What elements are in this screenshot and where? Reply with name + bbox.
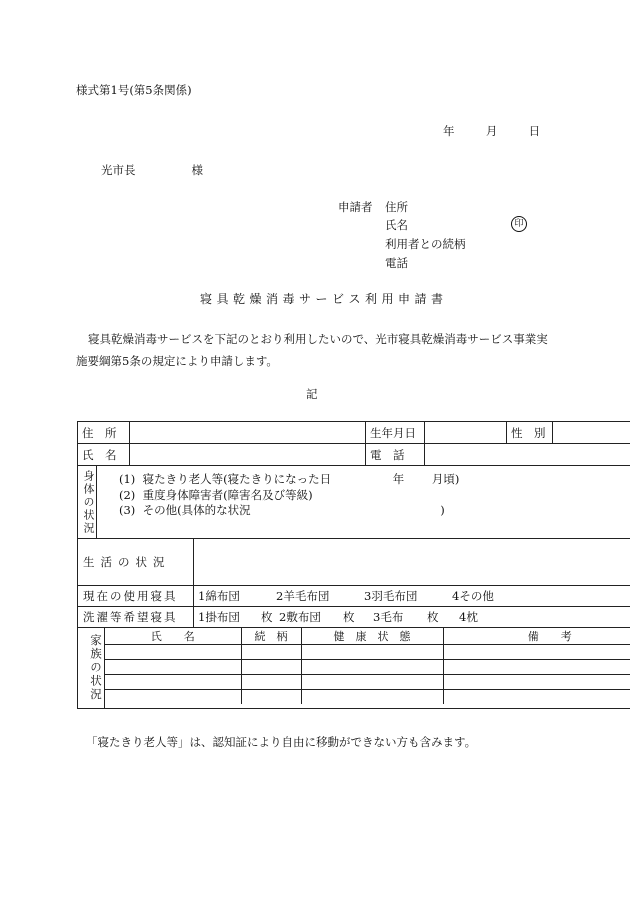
ki-mark: 記 [306, 387, 318, 401]
family-row-entry [105, 660, 630, 675]
phone-label: 電 話 [366, 444, 425, 466]
addressee-honorific: 様 [191, 163, 203, 177]
sex-label: 性 別 [507, 422, 553, 444]
wash-option[interactable]: 4枕 [459, 610, 478, 624]
bedding-option[interactable]: 4その他 [452, 589, 494, 603]
family-header-relation: 続 柄 [241, 628, 301, 645]
addressee-name: 光市長 [101, 163, 136, 177]
phone-field[interactable] [425, 444, 630, 466]
application-table [77, 421, 630, 709]
address-field[interactable] [130, 422, 366, 444]
condition-list [97, 466, 459, 538]
wash-label: 洗濯等希望寝具 [78, 607, 194, 627]
bedding-option[interactable]: 2羊毛布団 [276, 589, 330, 603]
condition-item-1[interactable]: (1) 寝たきり老人等(寝たきりになった日 年 月頃) [119, 472, 460, 486]
family-label: 家族の状況 [78, 628, 105, 708]
wash-option[interactable]: 2敷布団 [279, 610, 321, 624]
living-label: 生活の状況 [78, 539, 194, 585]
date-month: 月 [485, 124, 498, 138]
family-row-entry [105, 645, 630, 660]
wash-option[interactable]: 3毛布 [373, 610, 404, 624]
family-row-entry [105, 675, 630, 690]
bedding-option[interactable]: 1綿布団 [198, 589, 240, 603]
family-header-notes: 備 考 [443, 628, 630, 645]
seal-mark: 印 [511, 216, 527, 232]
addressee [101, 162, 203, 178]
footnote: 「寝たきり老人等」は、認知証により自由に移動ができない方も含みます。 [86, 735, 477, 749]
dob-field[interactable] [425, 422, 507, 444]
dob-label: 生年月日 [366, 422, 425, 444]
applicant-relation: 利用者との続柄 [385, 237, 466, 251]
family-table [105, 628, 630, 704]
sex-field[interactable] [553, 422, 630, 444]
family-header-name: 氏 名 [105, 628, 241, 645]
date-line [443, 123, 540, 139]
document-title: 寝具乾燥消毒サービス利用申請書 [200, 292, 448, 306]
form-number: 様式第1号(第5条関係) [76, 83, 192, 97]
condition-row [78, 466, 630, 539]
applicant-name: 氏名 [385, 218, 408, 232]
living-row [78, 539, 630, 586]
applicant-label: 申請者 [338, 200, 373, 214]
date-year: 年 [443, 124, 455, 138]
living-field[interactable] [194, 539, 630, 585]
family-row [78, 628, 630, 709]
condition-item-3[interactable]: (3) その他(具体的な状況 ) [119, 503, 445, 517]
name-field[interactable] [130, 444, 366, 466]
condition-label: 身体の状況 [78, 466, 97, 538]
family-header-health: 健 康 状 態 [301, 628, 443, 645]
wash-options: 1掛布団 枚 2敷布団 枚 3毛布 枚 4枕 [198, 610, 478, 624]
condition-item-2[interactable]: (2) 重度身体障害者(障害名及び等級) [119, 487, 313, 502]
address-label: 住 所 [78, 422, 130, 444]
name-label: 氏 名 [78, 444, 130, 466]
bedding-option[interactable]: 3羽毛布団 [364, 589, 418, 603]
family-row-entry [105, 690, 630, 705]
bedding-options [194, 586, 494, 606]
wash-row [78, 607, 630, 628]
applicant-address: 住所 [385, 200, 408, 214]
wash-option[interactable]: 1掛布団 [198, 610, 240, 624]
bedding-label: 現在の使用寝具 [78, 586, 194, 606]
bedding-row [78, 586, 630, 607]
date-day: 日 [528, 124, 541, 138]
body-text: 寝具乾燥消毒サービスを下記のとおり利用したいので、光市寝具乾燥消毒サービス事業実施要綱第5条の規定により申請します。 [76, 332, 548, 368]
applicant-phone: 電話 [385, 256, 408, 270]
